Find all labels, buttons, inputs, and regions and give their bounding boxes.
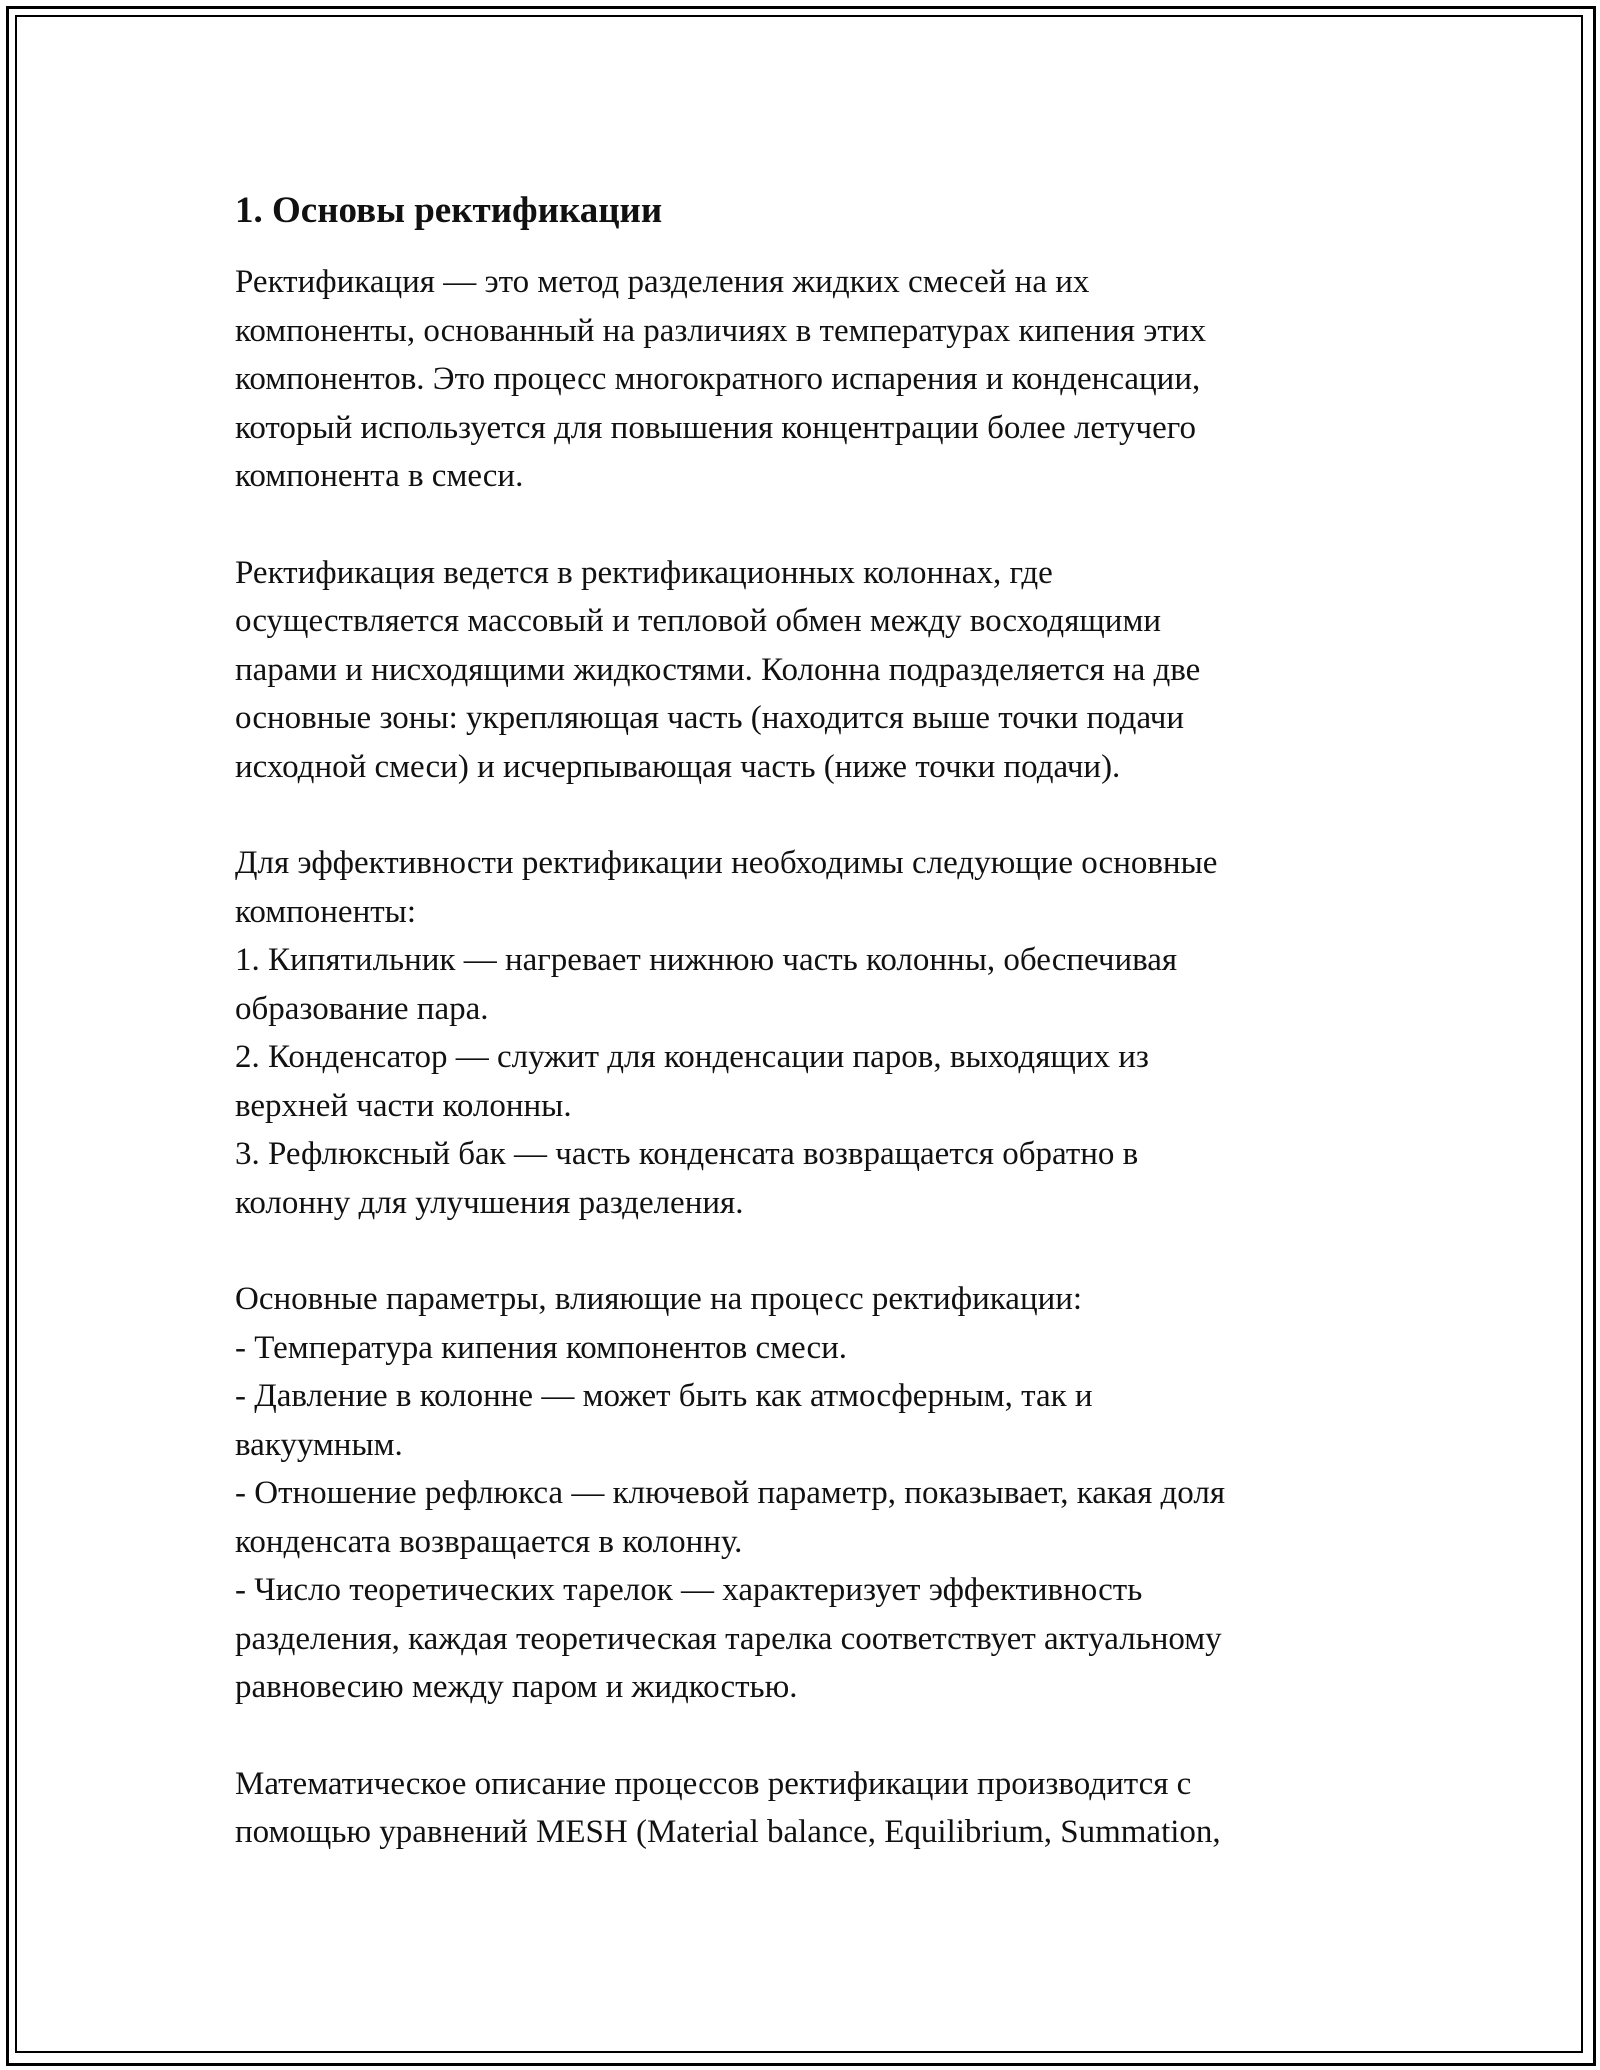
- text-line: - Отношение рефлюкса — ключевой параметр, показывает, какая доля: [235, 1475, 1225, 1511]
- text-line: 3. Рефлюксный бак — часть конденсата возвращается обратно в: [235, 1136, 1139, 1172]
- text-line: - Температура кипения компонентов смеси.: [235, 1329, 848, 1366]
- text-line: который используется для повышения концентрации более летучего: [235, 409, 1197, 446]
- text-line: - Давление в колонне — может быть как атмосферным, так и: [235, 1378, 1093, 1414]
- document-body: [235, 258, 1365, 1857]
- paragraph: [235, 1275, 1365, 1712]
- text-line: Ректификация ведется в ректификационных колоннах, где: [235, 554, 1053, 591]
- text-line: осуществляется массовый и тепловой обмен между восходящими: [235, 603, 1161, 639]
- text-line: образование пара.: [235, 990, 489, 1027]
- text-line: компонентов. Это процесс многократного испарения и конденсации,: [235, 361, 1201, 397]
- text-line: конденсата возвращается в колонну.: [235, 1523, 743, 1560]
- text-line: верхней части колонны.: [235, 1087, 572, 1124]
- text-line: Для эффективности ректификации необходимы следующие основные: [235, 845, 1218, 881]
- text-line: равновесию между паром и жидкостью.: [235, 1669, 798, 1705]
- text-line: разделения, каждая теоретическая тарелка соответствует актуальному: [235, 1620, 1222, 1657]
- text-line: компоненты, основанный на различиях в температурах кипения этих: [235, 312, 1206, 349]
- text-line: Ректификация — это метод разделения жидких смесей на их: [235, 264, 1090, 300]
- text-line: колонну для улучшения разделения.: [235, 1184, 744, 1221]
- document-page: [235, 186, 1365, 1905]
- text-line: 1. Кипятильник — нагревает нижнюю часть колонны, обеспечивая: [235, 942, 1178, 978]
- text-line: основные зоны: укрепляющая часть (находится выше точки подачи: [235, 700, 1185, 736]
- paragraph: [235, 839, 1365, 1227]
- text-line: помощью уравнений MESH (Material balance, Equilibrium, Summation,: [235, 1814, 1221, 1850]
- paragraph: [235, 549, 1365, 792]
- text-line: - Число теоретических тарелок — характеризует эффективность: [235, 1572, 1143, 1608]
- text-line: Основные параметры, влияющие на процесс ректификации:: [235, 1281, 1083, 1317]
- text-line: парами и нисходящими жидкостями. Колонна подразделяется на две: [235, 651, 1201, 688]
- paragraph: [235, 258, 1365, 501]
- paragraph: [235, 1760, 1365, 1857]
- text-line: Математическое описание процессов ректификации производится с: [235, 1765, 1192, 1802]
- text-line: компонента в смеси.: [235, 458, 524, 494]
- text-line: 2. Конденсатор — служит для конденсации паров, выходящих из: [235, 1039, 1149, 1075]
- text-line: вакуумным.: [235, 1426, 403, 1463]
- text-line: компоненты:: [235, 893, 417, 930]
- section-heading: 1. Основы ректификации: [235, 190, 663, 231]
- text-line: исходной смеси) и исчерпывающая часть (ниже точки подачи).: [235, 748, 1121, 785]
